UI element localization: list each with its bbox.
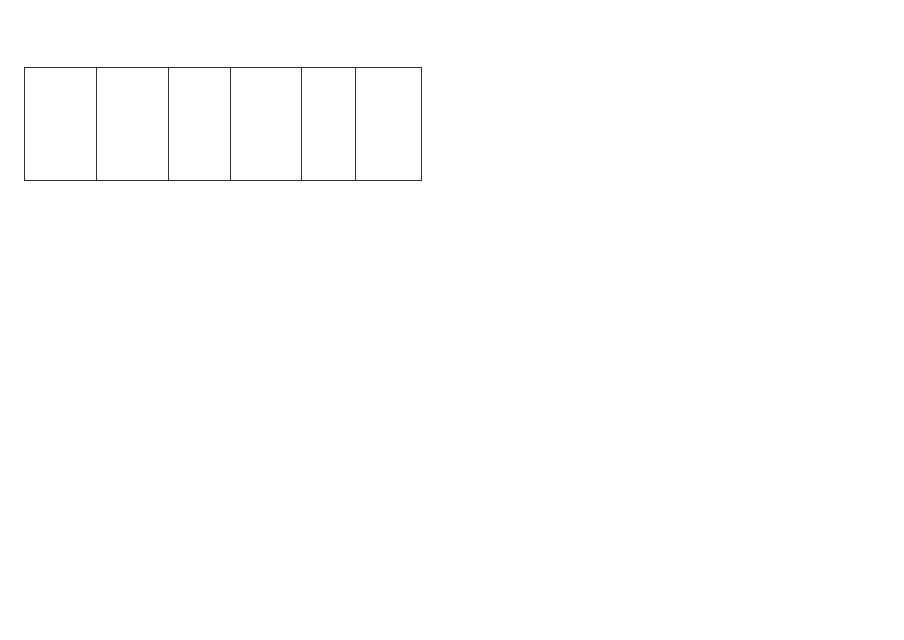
budget-table <box>24 67 864 181</box>
funding-source-cell <box>355 67 421 180</box>
table-row <box>25 67 865 180</box>
